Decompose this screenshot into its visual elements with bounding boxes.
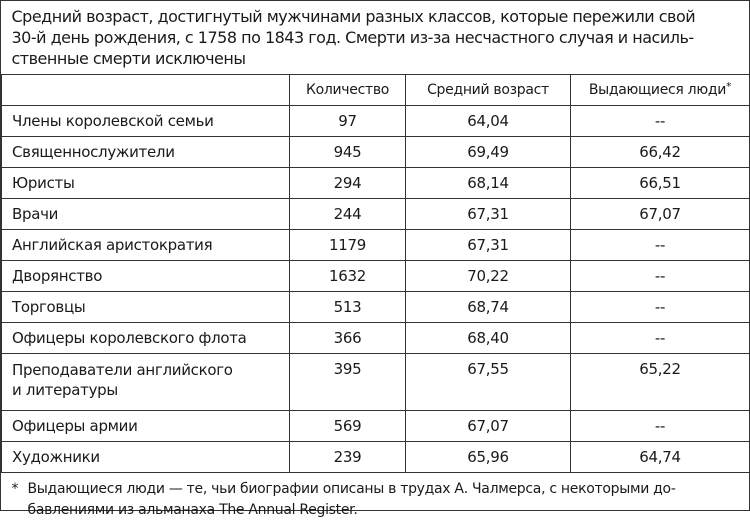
row-category-line: Члены королевской семьи	[12, 111, 289, 131]
row-avg-age: 68,14	[406, 168, 571, 199]
row-notable: --	[571, 411, 750, 442]
row-count: 244	[290, 199, 406, 230]
row-count: 945	[290, 137, 406, 168]
row-avg-age: 68,40	[406, 323, 571, 354]
table-row	[2, 199, 750, 230]
row-notable: --	[571, 292, 750, 323]
row-notable: 67,07	[571, 199, 750, 230]
row-notable: 66,51	[571, 168, 750, 199]
row-category-line: Художники	[12, 447, 289, 467]
row-avg-age: 67,55	[406, 354, 571, 411]
row-category	[2, 230, 290, 261]
row-count: 366	[290, 323, 406, 354]
title-line: ственные смерти исключены	[12, 48, 740, 69]
row-category-line: Преподаватели английского	[12, 360, 289, 380]
header-notable	[571, 75, 750, 106]
table-row	[2, 411, 750, 442]
row-count: 513	[290, 292, 406, 323]
row-notable: 64,74	[571, 442, 750, 473]
row-category	[2, 199, 290, 230]
row-notable: 66,42	[571, 137, 750, 168]
row-category	[2, 292, 290, 323]
row-count: 1632	[290, 261, 406, 292]
row-category	[2, 411, 290, 442]
row-count: 569	[290, 411, 406, 442]
row-category	[2, 261, 290, 292]
footnote-line: Выдающиеся люди — те, чьи биографии описаны в трудах А. Чалмерса, с некоторыми до-	[28, 481, 676, 497]
row-category	[2, 106, 290, 137]
table-row	[2, 442, 750, 473]
row-avg-age: 67,31	[406, 230, 571, 261]
table-row	[2, 354, 750, 411]
table-row	[2, 137, 750, 168]
row-notable: --	[571, 106, 750, 137]
header-notable-label: Выдающиеся люди	[589, 82, 726, 98]
row-count: 239	[290, 442, 406, 473]
row-count: 97	[290, 106, 406, 137]
footnote-mark: *	[726, 80, 731, 93]
row-avg-age: 67,31	[406, 199, 571, 230]
row-notable: --	[571, 230, 750, 261]
row-category	[2, 442, 290, 473]
row-notable: 65,22	[571, 354, 750, 411]
row-count: 294	[290, 168, 406, 199]
row-notable: --	[571, 323, 750, 354]
row-category	[2, 323, 290, 354]
row-category-line: Дворянство	[12, 266, 289, 286]
row-category-line: Торговцы	[12, 297, 289, 317]
row-avg-age: 65,96	[406, 442, 571, 473]
table-row	[2, 230, 750, 261]
table-row	[2, 168, 750, 199]
footnote-star: *	[12, 479, 28, 500]
row-avg-age: 64,04	[406, 106, 571, 137]
footnote-row	[2, 473, 750, 525]
title-line: 30-й день рождения, с 1758 по 1843 год. Смерти из-за несчастного случая и насиль-	[12, 27, 740, 48]
table-row	[2, 323, 750, 354]
table-row	[2, 261, 750, 292]
row-count: 395	[290, 354, 406, 411]
row-category-line: Офицеры королевского флота	[12, 328, 289, 348]
header-avg-age: Средний возраст	[406, 75, 571, 106]
row-count: 1179	[290, 230, 406, 261]
table-row	[2, 106, 750, 137]
title-line: Средний возраст, достигнутый мужчинами разных классов, которые пережили свой	[12, 6, 740, 27]
row-category-line: Юристы	[12, 173, 289, 193]
row-avg-age: 68,74	[406, 292, 571, 323]
row-avg-age: 69,49	[406, 137, 571, 168]
table-title	[2, 1, 750, 75]
row-category-line: и литературы	[12, 380, 289, 400]
header-count: Количество	[290, 75, 406, 106]
row-category-line: Врачи	[12, 204, 289, 224]
footnote-line: бавлениями из альманаха The Annual Register.	[12, 500, 740, 521]
row-category-line: Английская аристократия	[12, 235, 289, 255]
row-category-line: Священнослужители	[12, 142, 289, 162]
row-avg-age: 67,07	[406, 411, 571, 442]
header-row	[2, 75, 750, 106]
row-category-line: Офицеры армии	[12, 416, 289, 436]
row-category	[2, 354, 290, 411]
row-avg-age: 70,22	[406, 261, 571, 292]
data-table	[1, 1, 750, 525]
footnote	[2, 473, 750, 525]
table-row	[2, 292, 750, 323]
header-category	[2, 75, 290, 106]
row-notable: --	[571, 261, 750, 292]
row-category	[2, 137, 290, 168]
row-category	[2, 168, 290, 199]
